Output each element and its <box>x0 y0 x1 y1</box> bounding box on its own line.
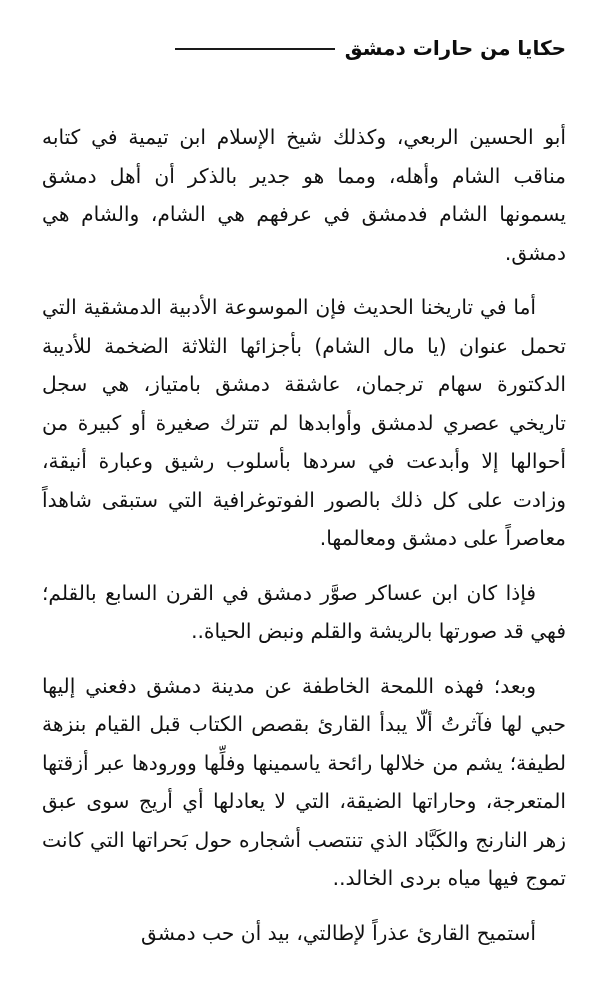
paragraph: أستميح القارئ عذراً لإطالتي، بيد أن حب دمشق <box>140 920 536 945</box>
paragraph: فإذا كان ابن عساكر صوَّر دمشق في القرن السابع بالقلم؛ فهي قد صورتها بالريشة والقلم ونبض الحياة.. <box>42 580 566 643</box>
running-title: حكايا من حارات دمشق <box>344 36 566 60</box>
running-header <box>42 30 566 66</box>
paragraph: أبو الحسين الربعي، وكذلك شيخ الإسلام ابن تيمية في كتابه مناقب الشام وأهله، ومما هو جدير بالذكر أن أهل دمشق يسمونها الشام فدمشق في عرفهم هي الشام، والشام هي دمشق. <box>42 125 566 265</box>
header-rule <box>175 48 335 50</box>
paragraph: أما في تاريخنا الحديث فإن الموسوعة الأدبية الدمشقية التي تحمل عنوان (يا مال الشام) بأجزائها الثلاثة الضخمة للأديبة الدكتورة سهام ترجمان، عاشقة دمشق بامتياز، هي سجل تاريخي عصري لدمشق وأوابدها لم تترك صغيرة أو كبيرة من أحوالها إلا وأبدعت في سردها بأسلوب رشيق وعبارة أنيقة، وزادت على كل ذلك بالصور الفوتوغرافية التي ستبقى شاهداً معاصراً على دمشق ومعالمها. <box>42 295 566 550</box>
body-text <box>42 118 566 952</box>
paragraph: وبعد؛ فهذه اللمحة الخاطفة عن مدينة دمشق دفعني إليها حبي لها فآثرتُ ألّا يبدأ القارئ بقصص الكتاب قبل القيام بنزهة لطيفة؛ يشم من خلالها رائحة ياسمينها وفلِّها وورودها عبر أزقتها المتعرجة، وحاراتها الضيقة، التي لا يعادلها أي أريج سوى عبق زهر النارنج والكَبَّاد الذي تنتصب أشجاره حول بَحراتها التي كانت تموج فيها مياه بردى الخالد.. <box>42 673 566 890</box>
